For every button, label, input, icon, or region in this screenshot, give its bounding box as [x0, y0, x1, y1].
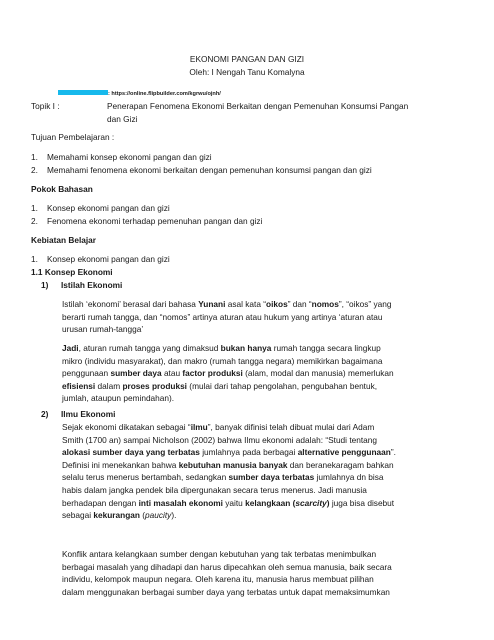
list-number: 2): [41, 409, 49, 419]
tujuan-item-1: [31, 151, 212, 164]
section-title: Ilmu Ekonomi: [61, 409, 116, 419]
text-run: berhadapan dengan: [62, 497, 139, 508]
text-run: penggunaan: [62, 368, 111, 379]
source-url[interactable]: : https://online.flipbuilder.com/kgrwu/ojnh/: [108, 91, 221, 97]
text-run: dan beranekaragam bahkan: [287, 459, 394, 470]
text-run: Jadi: [62, 343, 79, 353]
text-line: Smith (1700 an) sampai Nicholson (2002) bahwa Ilmu ekonomi adalah: “Studi tentang: [62, 434, 377, 445]
list-text: Memahami fenomena ekonomi berkaitan dengan pemenuhan konsumsi pangan dan gizi: [47, 165, 372, 175]
text-run: (mulai dari tahap pengolahan, pengubahan bentuk,: [187, 380, 378, 391]
list-number: 2.: [31, 216, 38, 226]
text-run: sumber daya terbatas: [228, 472, 315, 483]
list-number: 1.: [31, 254, 38, 264]
text-run: ”.: [390, 447, 396, 458]
text-run: inti masalah ekonomi: [138, 497, 223, 508]
text-run: Definisi ini menekankan bahwa: [62, 459, 179, 470]
text-run: proses produksi: [122, 380, 187, 391]
text-run: kelangkaan (: [245, 497, 296, 508]
ilmu-heading: [41, 408, 115, 421]
text-line: jumlah, ataupun pemindahan).: [62, 393, 175, 404]
topik-text-line1: Penerapan Fenomena Ekonomi Berkaitan dengan Pemenuhan Konsumsi Pangan: [107, 101, 409, 111]
document-title: EKONOMI PANGAN DAN GIZI: [189, 54, 305, 64]
text-run: kekurangan: [93, 510, 140, 521]
ilmu-paragraph-2: [62, 548, 462, 598]
text-run: alokasi sumber daya yang terbatas: [62, 447, 200, 458]
text-run: oikos: [266, 299, 288, 309]
text-run: asal kata “: [225, 299, 267, 309]
text-line: individu, kelompok maupun negara. Oleh karena itu, manusia harus membuat pilihan: [62, 574, 374, 585]
text-run: Istilah ‘ekonomi’ berasal dari bahasa: [62, 299, 199, 309]
text-run: scarcity: [295, 497, 327, 508]
text-line: berbagai masalah yang dihadapi dan harus dipecahkan oleh semua manusia, baik secara: [62, 561, 392, 572]
text-run: jumlahnya pada berbagai: [199, 447, 298, 458]
text-run: ”, banyak difinisi telah dibuat mulai dari Adam: [207, 422, 375, 432]
text-line: urusan rumah-tangga’: [62, 324, 144, 335]
text-run: selalu terus menerus bertambah, sedangkan: [62, 472, 229, 483]
text-run: , aturan rumah tangga yang dimaksud: [78, 343, 221, 353]
tujuan-item-2: [31, 164, 372, 177]
text-run: jumlahnya dn bisa: [314, 472, 384, 483]
list-number: 1.: [31, 203, 38, 213]
list-number: 1.: [31, 152, 38, 162]
text-run: juga bisa disebut: [329, 497, 395, 508]
text-run: paucity: [145, 510, 172, 521]
text-run: factor produksi: [182, 368, 243, 379]
text-line: mikro (individu masyarakat), dan makro (rumah tangga negara) memikirkan bagaimana: [62, 355, 383, 366]
topik-label: Topik I :: [31, 101, 60, 111]
list-text: Memahami konsep ekonomi pangan dan gizi: [47, 152, 212, 162]
redacted-block: [58, 90, 108, 95]
text-run: ): [326, 497, 330, 508]
text-run: Yunani: [198, 299, 226, 309]
document-author: Oleh: I Nengah Tanu Komalyna: [189, 67, 305, 77]
list-number: 1): [41, 280, 49, 290]
text-run: Sejak ekonomi dikatakan sebagai “: [62, 422, 191, 432]
pokok-item-1: [31, 202, 170, 215]
text-run: atau: [161, 368, 183, 379]
text-run: rumah tangga secara lingkup: [271, 343, 381, 353]
text-run: alternative penggunaan: [297, 447, 391, 458]
istilah-paragraph-1: [62, 298, 462, 336]
sub-heading-konsep-ekonomi: 1.1 Konsep Ekonomi: [31, 267, 113, 277]
text-run: efisiensi: [62, 380, 96, 391]
kebiatan-item-1: [31, 253, 170, 266]
list-text: Konsep ekonomi pangan dan gizi: [47, 203, 170, 213]
tujuan-heading: Tujuan Pembelajaran :: [31, 132, 115, 142]
list-number: 2.: [31, 165, 38, 175]
text-run: ilmu: [190, 422, 208, 432]
text-line: habis dalam jangka pendek bila dipergunakan secara terus menerus. Jadi manusia: [62, 484, 367, 495]
ilmu-paragraph-1: [62, 421, 462, 522]
text-run: (alam, modal dan manusia) memerlukan: [242, 368, 394, 379]
pokok-item-2: [31, 215, 262, 228]
list-text: Fenomena ekonomi terhadap pemenuhan pangan dan gizi: [47, 216, 263, 226]
text-line: Konflik antara kelangkaan sumber dengan kebutuhan yang tak terbatas menimbulkan: [62, 549, 377, 559]
text-run: ”, “oikos” yang: [338, 299, 392, 309]
topik-text-line2: dan Gizi: [107, 114, 138, 124]
text-run: (: [139, 510, 146, 521]
text-line: dalam menggunakan berbagai sumber daya yang terbatas untuk dapat memaksimumkan: [62, 586, 390, 597]
list-text: Konsep ekonomi pangan dan gizi: [47, 254, 170, 264]
text-run: nomos: [311, 299, 339, 309]
text-run: yaitu: [222, 497, 246, 508]
text-run: ” dan “: [287, 299, 312, 309]
pokok-heading: Pokok Bahasan: [31, 184, 93, 194]
istilah-paragraph-2: [62, 342, 462, 405]
text-run: kebutuhan manusia banyak: [178, 459, 288, 470]
text-run: bukan hanya: [220, 343, 272, 353]
source-line: [58, 86, 221, 99]
kebiatan-heading: Kebiatan Belajar: [31, 235, 97, 245]
text-line: berarti rumah tangga, dan “nomos” artinya aturan atau hukum yang artinya ‘aturan atau: [62, 311, 383, 322]
text-run: ).: [171, 510, 177, 521]
text-run: dalam: [95, 380, 123, 391]
text-run: sumber daya: [110, 368, 162, 379]
section-title: Istilah Ekonomi: [61, 280, 123, 290]
istilah-heading: [41, 279, 122, 292]
text-run: sebagai: [62, 510, 94, 521]
